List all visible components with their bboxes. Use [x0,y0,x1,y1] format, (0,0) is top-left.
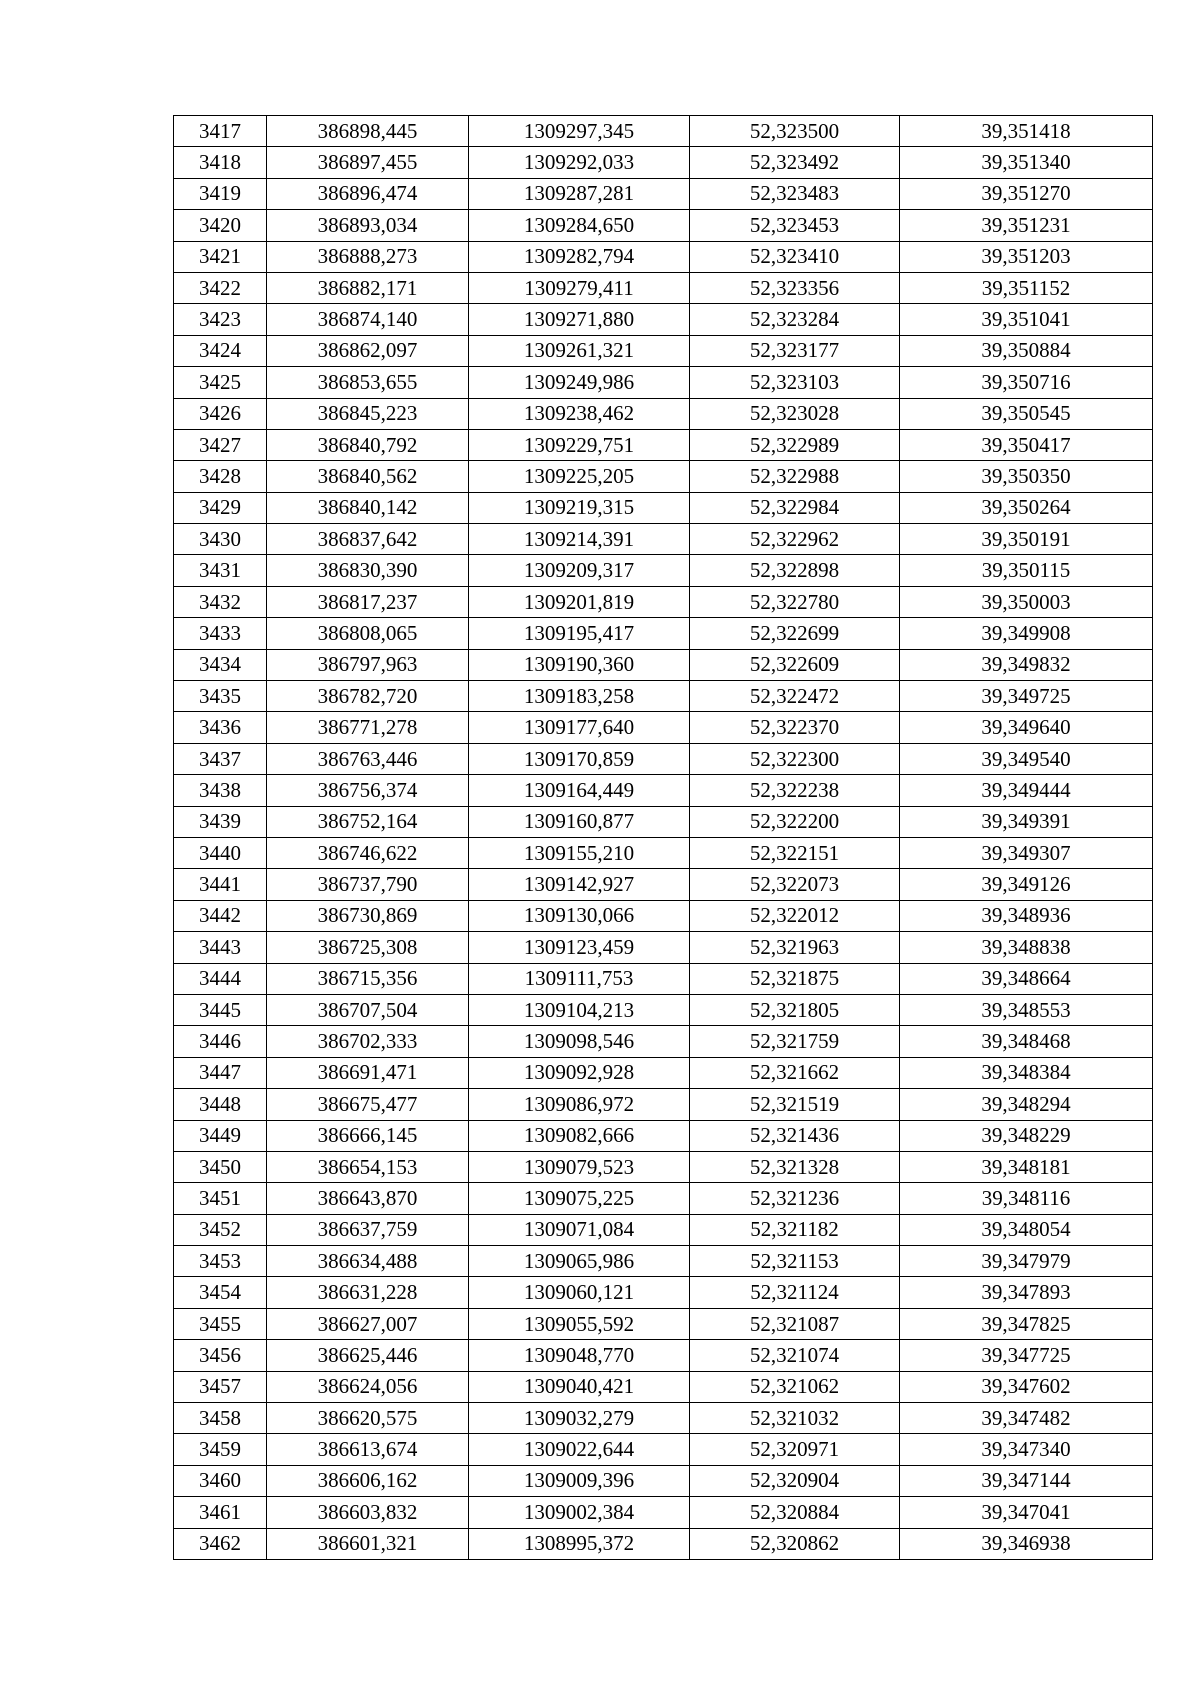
latitude-cell: 52,323177 [690,335,900,366]
y-coordinate-cell: 1309123,459 [469,932,690,963]
y-coordinate-cell: 1309075,225 [469,1183,690,1214]
latitude-cell: 52,321963 [690,932,900,963]
latitude-cell: 52,321182 [690,1214,900,1245]
longitude-cell: 39,350350 [900,461,1153,492]
x-coordinate-cell: 386862,097 [267,335,469,366]
table-row [174,555,1153,586]
table-row [174,398,1153,429]
y-coordinate-cell: 1309060,121 [469,1277,690,1308]
latitude-cell: 52,321062 [690,1371,900,1402]
longitude-cell: 39,351041 [900,304,1153,335]
table-row [174,586,1153,617]
y-coordinate-cell: 1309032,279 [469,1403,690,1434]
longitude-cell: 39,347893 [900,1277,1153,1308]
longitude-cell: 39,348553 [900,994,1153,1025]
x-coordinate-cell: 386771,278 [267,712,469,743]
longitude-cell: 39,349725 [900,681,1153,712]
y-coordinate-cell: 1309065,986 [469,1246,690,1277]
longitude-cell: 39,347144 [900,1465,1153,1496]
y-coordinate-cell: 1309055,592 [469,1308,690,1339]
x-coordinate-cell: 386675,477 [267,1089,469,1120]
y-coordinate-cell: 1309071,084 [469,1214,690,1245]
point-number-cell: 3448 [174,1089,267,1120]
table-row [174,1120,1153,1151]
point-number-cell: 3440 [174,837,267,868]
y-coordinate-cell: 1309009,396 [469,1465,690,1496]
table-row [174,1497,1153,1528]
x-coordinate-cell: 386896,474 [267,178,469,209]
latitude-cell: 52,321875 [690,963,900,994]
latitude-cell: 52,320884 [690,1497,900,1528]
y-coordinate-cell: 1309201,819 [469,586,690,617]
latitude-cell: 52,323453 [690,210,900,241]
table-row [174,963,1153,994]
point-number-cell: 3425 [174,367,267,398]
point-number-cell: 3450 [174,1151,267,1182]
longitude-cell: 39,347482 [900,1403,1153,1434]
point-number-cell: 3462 [174,1528,267,1559]
table-row [174,335,1153,366]
x-coordinate-cell: 386666,145 [267,1120,469,1151]
y-coordinate-cell: 1309209,317 [469,555,690,586]
latitude-cell: 52,321759 [690,1026,900,1057]
x-coordinate-cell: 386691,471 [267,1057,469,1088]
point-number-cell: 3438 [174,775,267,806]
y-coordinate-cell: 1309170,859 [469,743,690,774]
longitude-cell: 39,350003 [900,586,1153,617]
table-row [174,147,1153,178]
y-coordinate-cell: 1309261,321 [469,335,690,366]
longitude-cell: 39,348838 [900,932,1153,963]
y-coordinate-cell: 1309271,880 [469,304,690,335]
x-coordinate-cell: 386808,065 [267,618,469,649]
y-coordinate-cell: 1309292,033 [469,147,690,178]
x-coordinate-cell: 386763,446 [267,743,469,774]
latitude-cell: 52,322151 [690,837,900,868]
latitude-cell: 52,323492 [690,147,900,178]
y-coordinate-cell: 1309183,258 [469,681,690,712]
longitude-cell: 39,347825 [900,1308,1153,1339]
table-row [174,461,1153,492]
table-row [174,1246,1153,1277]
x-coordinate-cell: 386625,446 [267,1340,469,1371]
longitude-cell: 39,348181 [900,1151,1153,1182]
point-number-cell: 3442 [174,900,267,931]
y-coordinate-cell: 1309155,210 [469,837,690,868]
point-number-cell: 3459 [174,1434,267,1465]
latitude-cell: 52,322988 [690,461,900,492]
x-coordinate-cell: 386756,374 [267,775,469,806]
latitude-cell: 52,321436 [690,1120,900,1151]
y-coordinate-cell: 1309219,315 [469,492,690,523]
x-coordinate-cell: 386874,140 [267,304,469,335]
point-number-cell: 3443 [174,932,267,963]
point-number-cell: 3424 [174,335,267,366]
latitude-cell: 52,321662 [690,1057,900,1088]
longitude-cell: 39,349307 [900,837,1153,868]
longitude-cell: 39,350191 [900,524,1153,555]
x-coordinate-cell: 386830,390 [267,555,469,586]
longitude-cell: 39,349640 [900,712,1153,743]
longitude-cell: 39,348384 [900,1057,1153,1088]
y-coordinate-cell: 1308995,372 [469,1528,690,1559]
y-coordinate-cell: 1309214,391 [469,524,690,555]
table-row [174,241,1153,272]
x-coordinate-cell: 386893,034 [267,210,469,241]
point-number-cell: 3445 [174,994,267,1025]
point-number-cell: 3431 [174,555,267,586]
point-number-cell: 3435 [174,681,267,712]
latitude-cell: 52,322073 [690,869,900,900]
longitude-cell: 39,348229 [900,1120,1153,1151]
x-coordinate-cell: 386746,622 [267,837,469,868]
longitude-cell: 39,348294 [900,1089,1153,1120]
point-number-cell: 3433 [174,618,267,649]
longitude-cell: 39,350716 [900,367,1153,398]
latitude-cell: 52,322238 [690,775,900,806]
y-coordinate-cell: 1309164,449 [469,775,690,806]
y-coordinate-cell: 1309297,345 [469,116,690,147]
y-coordinate-cell: 1309160,877 [469,806,690,837]
longitude-cell: 39,349908 [900,618,1153,649]
latitude-cell: 52,321124 [690,1277,900,1308]
y-coordinate-cell: 1309238,462 [469,398,690,429]
point-number-cell: 3447 [174,1057,267,1088]
point-number-cell: 3430 [174,524,267,555]
latitude-cell: 52,322898 [690,555,900,586]
y-coordinate-cell: 1309040,421 [469,1371,690,1402]
x-coordinate-cell: 386840,562 [267,461,469,492]
longitude-cell: 39,351231 [900,210,1153,241]
x-coordinate-cell: 386603,832 [267,1497,469,1528]
latitude-cell: 52,321236 [690,1183,900,1214]
x-coordinate-cell: 386654,153 [267,1151,469,1182]
table-row [174,492,1153,523]
point-number-cell: 3419 [174,178,267,209]
table-row [174,1183,1153,1214]
longitude-cell: 39,351270 [900,178,1153,209]
x-coordinate-cell: 386797,963 [267,649,469,680]
table-row [174,806,1153,837]
coordinates-table-body [174,116,1153,1560]
latitude-cell: 52,321032 [690,1403,900,1434]
x-coordinate-cell: 386643,870 [267,1183,469,1214]
y-coordinate-cell: 1309082,666 [469,1120,690,1151]
table-row [174,1403,1153,1434]
table-row [174,1340,1153,1371]
longitude-cell: 39,350264 [900,492,1153,523]
longitude-cell: 39,348664 [900,963,1153,994]
x-coordinate-cell: 386882,171 [267,272,469,303]
y-coordinate-cell: 1309079,523 [469,1151,690,1182]
x-coordinate-cell: 386897,455 [267,147,469,178]
x-coordinate-cell: 386725,308 [267,932,469,963]
point-number-cell: 3427 [174,429,267,460]
table-row [174,649,1153,680]
latitude-cell: 52,320904 [690,1465,900,1496]
table-row [174,429,1153,460]
y-coordinate-cell: 1309130,066 [469,900,690,931]
latitude-cell: 52,321519 [690,1089,900,1120]
point-number-cell: 3449 [174,1120,267,1151]
y-coordinate-cell: 1309279,411 [469,272,690,303]
longitude-cell: 39,349832 [900,649,1153,680]
y-coordinate-cell: 1309284,650 [469,210,690,241]
longitude-cell: 39,348116 [900,1183,1153,1214]
longitude-cell: 39,351418 [900,116,1153,147]
table-row [174,837,1153,868]
table-row [174,1151,1153,1182]
y-coordinate-cell: 1309225,205 [469,461,690,492]
x-coordinate-cell: 386637,759 [267,1214,469,1245]
point-number-cell: 3453 [174,1246,267,1277]
latitude-cell: 52,321328 [690,1151,900,1182]
point-number-cell: 3423 [174,304,267,335]
longitude-cell: 39,348054 [900,1214,1153,1245]
point-number-cell: 3451 [174,1183,267,1214]
table-row [174,524,1153,555]
y-coordinate-cell: 1309002,384 [469,1497,690,1528]
table-row [174,1371,1153,1402]
latitude-cell: 52,322699 [690,618,900,649]
y-coordinate-cell: 1309249,986 [469,367,690,398]
latitude-cell: 52,323103 [690,367,900,398]
latitude-cell: 52,320862 [690,1528,900,1559]
x-coordinate-cell: 386707,504 [267,994,469,1025]
longitude-cell: 39,351152 [900,272,1153,303]
point-number-cell: 3439 [174,806,267,837]
point-number-cell: 3434 [174,649,267,680]
x-coordinate-cell: 386730,869 [267,900,469,931]
longitude-cell: 39,347602 [900,1371,1153,1402]
x-coordinate-cell: 386601,321 [267,1528,469,1559]
point-number-cell: 3454 [174,1277,267,1308]
latitude-cell: 52,321074 [690,1340,900,1371]
longitude-cell: 39,349391 [900,806,1153,837]
latitude-cell: 52,323483 [690,178,900,209]
x-coordinate-cell: 386606,162 [267,1465,469,1496]
latitude-cell: 52,322012 [690,900,900,931]
latitude-cell: 52,323028 [690,398,900,429]
table-row [174,367,1153,398]
x-coordinate-cell: 386624,056 [267,1371,469,1402]
y-coordinate-cell: 1309287,281 [469,178,690,209]
y-coordinate-cell: 1309111,753 [469,963,690,994]
table-row [174,775,1153,806]
latitude-cell: 52,322609 [690,649,900,680]
x-coordinate-cell: 386837,642 [267,524,469,555]
longitude-cell: 39,350417 [900,429,1153,460]
table-row [174,712,1153,743]
x-coordinate-cell: 386613,674 [267,1434,469,1465]
latitude-cell: 52,322962 [690,524,900,555]
longitude-cell: 39,347725 [900,1340,1153,1371]
table-row [174,178,1153,209]
longitude-cell: 39,346938 [900,1528,1153,1559]
x-coordinate-cell: 386752,164 [267,806,469,837]
table-row [174,869,1153,900]
longitude-cell: 39,347340 [900,1434,1153,1465]
point-number-cell: 3421 [174,241,267,272]
x-coordinate-cell: 386627,007 [267,1308,469,1339]
longitude-cell: 39,350884 [900,335,1153,366]
longitude-cell: 39,350545 [900,398,1153,429]
point-number-cell: 3437 [174,743,267,774]
point-number-cell: 3428 [174,461,267,492]
x-coordinate-cell: 386817,237 [267,586,469,617]
latitude-cell: 52,322780 [690,586,900,617]
y-coordinate-cell: 1309142,927 [469,869,690,900]
table-row [174,1308,1153,1339]
coordinates-table [173,115,1153,1560]
point-number-cell: 3457 [174,1371,267,1402]
y-coordinate-cell: 1309195,417 [469,618,690,649]
point-number-cell: 3441 [174,869,267,900]
y-coordinate-cell: 1309190,360 [469,649,690,680]
table-row [174,681,1153,712]
y-coordinate-cell: 1309092,928 [469,1057,690,1088]
latitude-cell: 52,322989 [690,429,900,460]
table-row [174,994,1153,1025]
point-number-cell: 3446 [174,1026,267,1057]
longitude-cell: 39,351203 [900,241,1153,272]
table-row [174,1057,1153,1088]
table-row [174,932,1153,963]
point-number-cell: 3460 [174,1465,267,1496]
table-row [174,272,1153,303]
y-coordinate-cell: 1309086,972 [469,1089,690,1120]
point-number-cell: 3420 [174,210,267,241]
longitude-cell: 39,349126 [900,869,1153,900]
x-coordinate-cell: 386620,575 [267,1403,469,1434]
table-row [174,900,1153,931]
x-coordinate-cell: 386888,273 [267,241,469,272]
y-coordinate-cell: 1309177,640 [469,712,690,743]
point-number-cell: 3455 [174,1308,267,1339]
x-coordinate-cell: 386840,792 [267,429,469,460]
table-row [174,1465,1153,1496]
latitude-cell: 52,323500 [690,116,900,147]
table-row [174,618,1153,649]
y-coordinate-cell: 1309104,213 [469,994,690,1025]
latitude-cell: 52,322300 [690,743,900,774]
table-row [174,210,1153,241]
y-coordinate-cell: 1309022,644 [469,1434,690,1465]
longitude-cell: 39,350115 [900,555,1153,586]
point-number-cell: 3461 [174,1497,267,1528]
longitude-cell: 39,347979 [900,1246,1153,1277]
longitude-cell: 39,351340 [900,147,1153,178]
point-number-cell: 3429 [174,492,267,523]
latitude-cell: 52,323356 [690,272,900,303]
longitude-cell: 39,347041 [900,1497,1153,1528]
point-number-cell: 3418 [174,147,267,178]
latitude-cell: 52,321087 [690,1308,900,1339]
latitude-cell: 52,321805 [690,994,900,1025]
table-row [174,1528,1153,1559]
table-row [174,1277,1153,1308]
table-row [174,116,1153,147]
point-number-cell: 3458 [174,1403,267,1434]
point-number-cell: 3444 [174,963,267,994]
x-coordinate-cell: 386898,445 [267,116,469,147]
latitude-cell: 52,320971 [690,1434,900,1465]
latitude-cell: 52,321153 [690,1246,900,1277]
point-number-cell: 3426 [174,398,267,429]
table-row [174,1434,1153,1465]
x-coordinate-cell: 386715,356 [267,963,469,994]
x-coordinate-cell: 386853,655 [267,367,469,398]
y-coordinate-cell: 1309048,770 [469,1340,690,1371]
point-number-cell: 3422 [174,272,267,303]
latitude-cell: 52,322984 [690,492,900,523]
table-row [174,1026,1153,1057]
x-coordinate-cell: 386782,720 [267,681,469,712]
x-coordinate-cell: 386840,142 [267,492,469,523]
x-coordinate-cell: 386845,223 [267,398,469,429]
point-number-cell: 3452 [174,1214,267,1245]
latitude-cell: 52,322370 [690,712,900,743]
longitude-cell: 39,349444 [900,775,1153,806]
longitude-cell: 39,348468 [900,1026,1153,1057]
y-coordinate-cell: 1309098,546 [469,1026,690,1057]
latitude-cell: 52,323284 [690,304,900,335]
x-coordinate-cell: 386737,790 [267,869,469,900]
x-coordinate-cell: 386631,228 [267,1277,469,1308]
latitude-cell: 52,322472 [690,681,900,712]
point-number-cell: 3456 [174,1340,267,1371]
longitude-cell: 39,349540 [900,743,1153,774]
point-number-cell: 3417 [174,116,267,147]
x-coordinate-cell: 386634,488 [267,1246,469,1277]
longitude-cell: 39,348936 [900,900,1153,931]
latitude-cell: 52,322200 [690,806,900,837]
point-number-cell: 3432 [174,586,267,617]
table-row [174,1089,1153,1120]
table-row [174,1214,1153,1245]
x-coordinate-cell: 386702,333 [267,1026,469,1057]
table-row [174,743,1153,774]
point-number-cell: 3436 [174,712,267,743]
y-coordinate-cell: 1309229,751 [469,429,690,460]
table-row [174,304,1153,335]
latitude-cell: 52,323410 [690,241,900,272]
y-coordinate-cell: 1309282,794 [469,241,690,272]
